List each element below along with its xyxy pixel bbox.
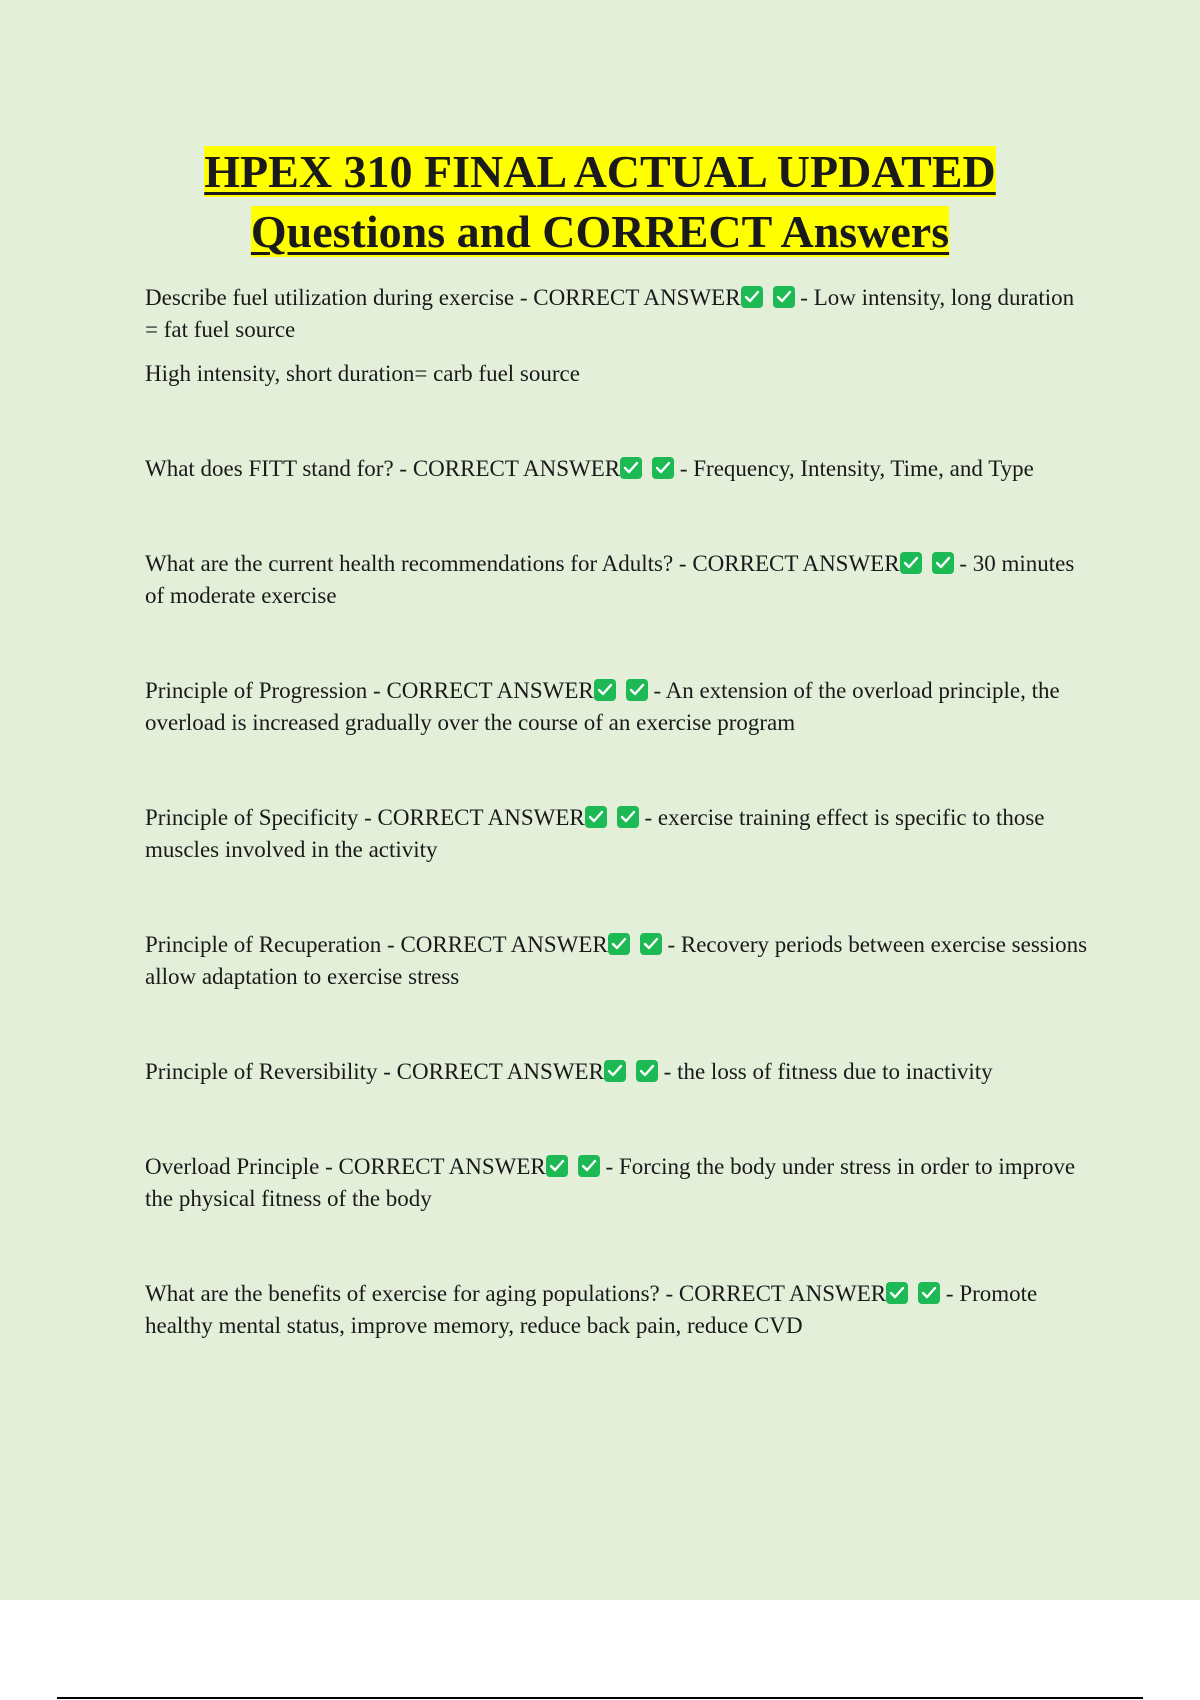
title-line-2: Questions and CORRECT Answers <box>250 206 950 257</box>
answer-extra-text: High intensity, short duration= carb fuel source <box>145 361 580 386</box>
question-text: Principle of Recuperation - CORRECT ANSWER <box>145 932 608 957</box>
qa-item <box>145 548 1090 612</box>
answer-text: - the loss of fitness due to inactivity <box>657 1059 993 1084</box>
answer-text: - Promote healthy mental status, improve memory, reduce back pain, reduce CVD <box>145 1281 1038 1338</box>
answer-text: - Recovery periods between exercise sessions allow adaptation to exercise stress <box>145 932 1088 989</box>
question-text: Principle of Reversibility - CORRECT ANSWER <box>145 1059 604 1084</box>
qa-item <box>145 453 1090 485</box>
answer-text: - An extension of the overload principle, the overload is increased gradually over the course of an exercise program <box>145 678 1060 735</box>
title-line-1: HPEX 310 FINAL ACTUAL UPDATED <box>204 146 996 197</box>
qa-item <box>145 1056 1090 1088</box>
check-mark-icon <box>918 1282 940 1304</box>
check-mark-icon <box>620 457 642 479</box>
qa-item <box>145 675 1090 739</box>
check-mark-icon <box>773 286 795 308</box>
answer-text: - Forcing the body under stress in order to improve the physical fitness of the body <box>145 1154 1076 1211</box>
check-mark-icon <box>617 806 639 828</box>
check-mark-icon <box>741 286 763 308</box>
qa-item <box>145 282 1090 346</box>
qa-item <box>145 802 1090 866</box>
question-text: Principle of Progression - CORRECT ANSWER <box>145 678 594 703</box>
check-mark-icon <box>626 679 648 701</box>
check-mark-icon <box>546 1155 568 1177</box>
check-mark-icon <box>594 679 616 701</box>
qa-item <box>145 1278 1090 1342</box>
question-text: Principle of Specificity - CORRECT ANSWER <box>145 805 585 830</box>
check-mark-icon <box>640 933 662 955</box>
check-mark-icon <box>932 552 954 574</box>
question-text: What are the current health recommendations for Adults? - CORRECT ANSWER <box>145 551 900 576</box>
check-mark-icon <box>900 552 922 574</box>
qa-item <box>145 929 1090 993</box>
question-text: What are the benefits of exercise for aging populations? - CORRECT ANSWER <box>145 1281 887 1306</box>
answer-text: - exercise training effect is specific to those muscles involved in the activity <box>145 805 1045 862</box>
qa-item <box>145 1151 1090 1215</box>
footer-divider <box>57 1697 1143 1699</box>
qa-list <box>145 282 1090 1342</box>
check-mark-icon <box>604 1060 626 1082</box>
check-mark-icon <box>578 1155 600 1177</box>
answer-text: - Frequency, Intensity, Time, and Type <box>674 456 1034 481</box>
question-text: Describe fuel utilization during exercise - CORRECT ANSWER <box>145 285 741 310</box>
answer-text: - 30 minutes of moderate exercise <box>145 551 1075 608</box>
check-mark-icon <box>636 1060 658 1082</box>
answer-text: - Low intensity, long duration = fat fuel source <box>145 285 1075 342</box>
document-title <box>0 142 1200 262</box>
check-mark-icon <box>585 806 607 828</box>
question-text: Overload Principle - CORRECT ANSWER <box>145 1154 546 1179</box>
check-mark-icon <box>886 1282 908 1304</box>
check-mark-icon <box>608 933 630 955</box>
check-mark-icon <box>652 457 674 479</box>
question-text: What does FITT stand for? - CORRECT ANSWER <box>145 456 621 481</box>
